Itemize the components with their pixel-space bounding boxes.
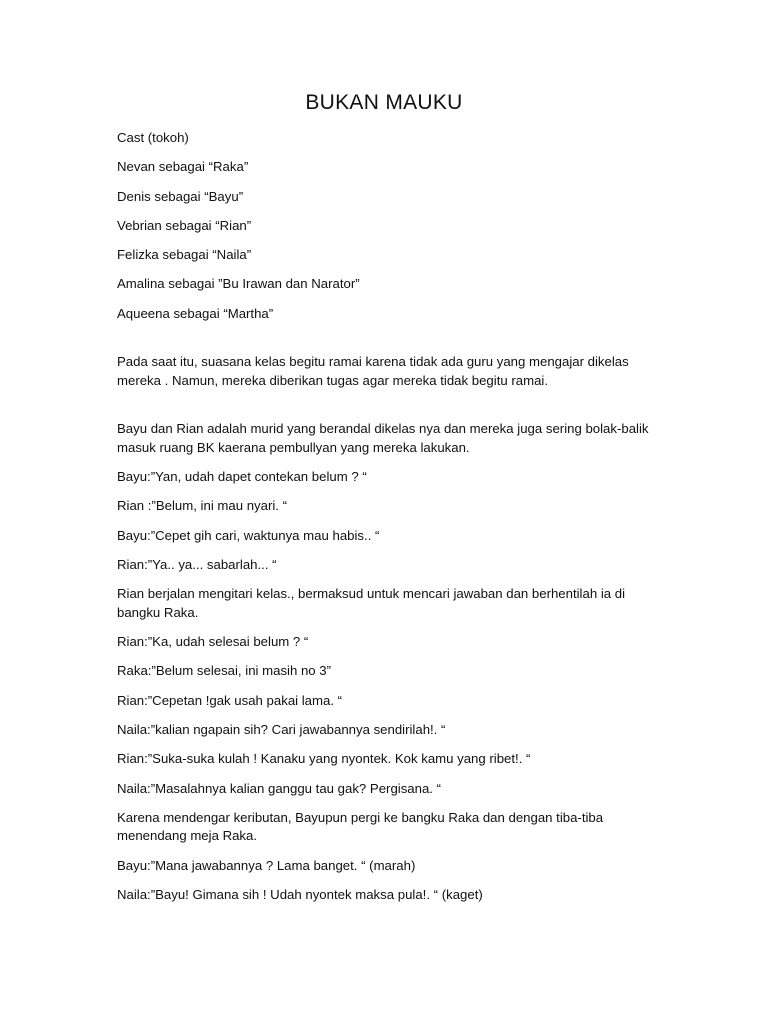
cast-item: Vebrian sebagai “Rian” — [117, 217, 252, 233]
dialogue-line: Naila:”Bayu! Gimana sih ! Udah nyontek maksa pula!. “ (kaget) — [117, 886, 483, 902]
dialogue-line: Rian:”Suka-suka kulah ! Kanaku yang nyontek. Kok kamu yang ribet!. “ — [117, 751, 531, 767]
narration-paragraph: Karena mendengar keributan, Bayupun pergi ke bangku Raka dan dengan tiba-tiba menendang meja Raka. — [117, 809, 604, 844]
cast-item: Felizka sebagai “Naila” — [117, 247, 252, 263]
intro-paragraph: Bayu dan Rian adalah murid yang berandal dikelas nya dan mereka juga sering bolak-balik masuk ruang BK kaerana pembullyan yang mereka lakukan. — [117, 421, 649, 455]
dialogue-line: Bayu:”Mana jawabannya ? Lama banget. “ (marah) — [117, 857, 416, 873]
cast-item: Aqueena sebagai “Martha” — [117, 305, 274, 321]
intro-paragraph: Pada saat itu, suasana kelas begitu ramai karena tidak ada guru yang mengajar dikelas mereka . Namun, mereka diberikan tugas agar mereka tidak begitu ramai. — [117, 354, 629, 388]
narration-paragraph: Rian berjalan mengitari kelas., bermaksud untuk mencari jawaban dan berhentilah ia di bangku Raka. — [117, 586, 626, 620]
dialogue-line: Raka:”Belum selesai, ini masih no 3” — [117, 663, 332, 679]
dialogue-line: Naila:”kalian ngapain sih? Cari jawabannya sendirilah!. “ — [117, 721, 446, 737]
dialogue-line: Rian :”Belum, ini mau nyari. “ — [117, 498, 288, 514]
dialogue-line: Bayu:”Cepet gih cari, waktunya mau habis.. “ — [117, 527, 380, 543]
cast-heading: Cast (tokoh) — [117, 130, 189, 145]
cast-item: Amalina sebagai ”Bu Irawan dan Narator” — [117, 276, 360, 292]
document-title: BUKAN MAUKU — [305, 91, 463, 114]
dialogue-line: Rian:”Ka, udah selesai belum ? “ — [117, 634, 309, 650]
dialogue-line: Bayu:”Yan, udah dapet contekan belum ? “ — [117, 469, 367, 485]
dialogue-line: Rian:”Ya.. ya... sabarlah... “ — [117, 556, 277, 572]
cast-item: Nevan sebagai “Raka” — [117, 159, 249, 175]
cast-item: Denis sebagai “Bayu” — [117, 188, 244, 204]
document-body — [117, 129, 662, 915]
dialogue-line: Rian:”Cepetan !gak usah pakai lama. “ — [117, 692, 343, 708]
dialogue-line: Naila:”Masalahnya kalian ganggu tau gak? Pergisana. “ — [117, 780, 442, 796]
